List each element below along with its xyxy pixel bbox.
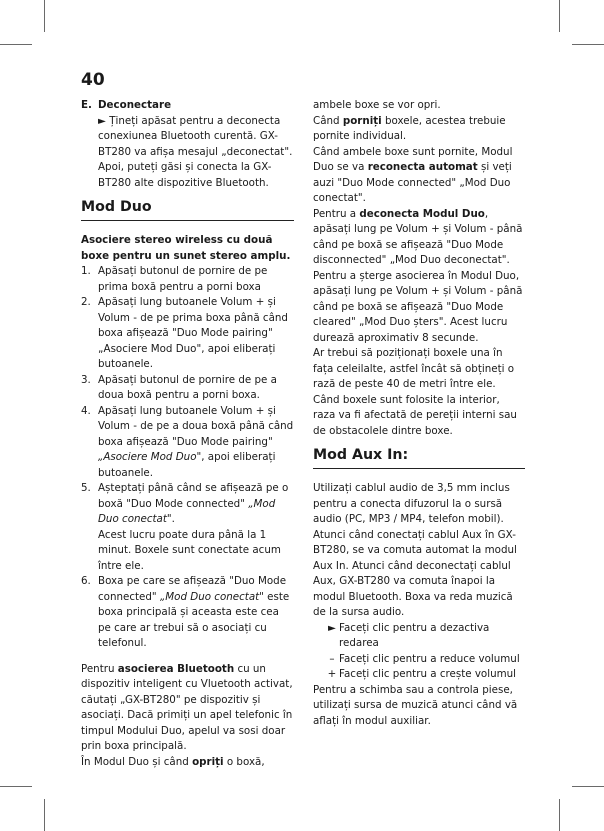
crop-mark	[0, 786, 32, 787]
paragraph: Pentru a deconecta Modul Duo, apăsați lung pe Volum + și Volum - până când pe boxă se afișează "Duo Mode disconnected" „Mod Duo deconectat".	[313, 207, 523, 266]
paragraph: Atunci când conectați cablul Aux în GX-BT280, se va comuta automat la modul Aux In. Atunci când deconectați cablul Aux, GX-BT280 va comuta înapoi la modul Bluetooth. Boxa va reda muzică de la sursa audio.	[313, 528, 517, 618]
heading-mod-duo: Mod Duo	[81, 197, 294, 221]
page-number: 40	[81, 70, 105, 90]
crop-mark	[0, 44, 32, 45]
control-item: ► Faceți clic pentru a dezactiva redarea	[313, 621, 525, 652]
list-item: 2. Apăsați lung butoanele Volum + și Volum - de pe prima boxa până când boxa afișează "Duo Mode pairing" „Asociere Mod Duo", apoi eliberați butoanele.	[81, 296, 288, 370]
list-item: 6. Boxa pe care se afișează "Duo Mode connected" „Mod Duo conectat" este boxa principală și aceasta este cea pe care ar trebui să o asociați cu telefonul.	[81, 575, 290, 649]
paragraph: Când ambele boxe sunt pornite, Modul Duo se va reconecta automat și veți auzi "Duo Mode connected" „Mod Duo conectat".	[313, 145, 513, 204]
section-e-title: E. Deconectare	[81, 99, 172, 111]
right-column	[313, 98, 525, 729]
play-arrow-icon: ►	[328, 621, 336, 634]
play-arrow-icon: ►	[98, 114, 106, 127]
paragraph: ambele boxe se vor opri.	[313, 99, 441, 111]
crop-mark	[559, 799, 560, 831]
paragraph: Ar trebui să poziționați boxele una în fața celeilalte, astfel încât să obțineți o rază de peste 40 de metri între ele. Când boxele sunt folosite la interior, raza va fi afectată de pereții interni sau de obstacolele dintre boxe.	[313, 347, 517, 437]
paragraph: Pentru asocierea Bluetooth cu un dispozitiv inteligent cu Vluetooth activat, căutați „GX-BT280" pe dispozitiv și asociați. Dacă primiți un apel telefonic în timpul Modului Duo, apelul va sosi doar prin boxa principală.	[81, 662, 293, 752]
subheading-stereo: Asociere stereo wireless cu două boxe pentru un sunet stereo amplu.	[81, 234, 291, 262]
list-item: 5. Așteptați până când se afișează pe o boxă "Duo Mode connected" „Mod Duo conectat". Acest lucru poate dura până la 1 minut. Boxele sunt conectate acum între ele.	[81, 482, 289, 572]
paragraph: Pentru a șterge asocierea în Modul Duo, apăsați lung pe Volum + și Volum - până când pe boxă se afișează "Duo Mode cleared" „Mod Duo șters". Acest lucru durează aproximativ 8 secunde.	[313, 269, 523, 344]
crop-mark	[44, 0, 45, 32]
crop-mark	[572, 786, 604, 787]
left-column	[81, 98, 294, 770]
crop-mark	[44, 799, 45, 831]
list-item: 1. Apăsați butonul de pornire de pe prima boxă pentru a porni boxa	[81, 265, 268, 293]
control-item: + Faceți clic pentru a crește volumul	[313, 667, 525, 683]
list-item: 3. Apăsați butonul de pornire de pe a doua boxă pentru a porni boxa.	[81, 373, 277, 401]
crop-mark	[559, 0, 560, 32]
section-e-body: ► Țineți apăsat pentru a deconecta conexiunea Bluetooth curentă. GX-BT280 va afișa mesajul „deconectat". Apoi, puteți găsi și conecta la GX-BT280 alte dispozitive Bluetooth.	[98, 114, 293, 189]
paragraph: Când porniți boxele, acestea trebuie pornite individual.	[313, 114, 506, 142]
paragraph: Utilizați cablul audio de 3,5 mm inclus pentru a conecta difuzorul la o sursă audio (PC, MP3 / MP4, telefon mobil).	[313, 482, 510, 525]
heading-mod-aux-in: Mod Aux In:	[313, 445, 525, 469]
list-item: 4. Apăsați lung butoanele Volum + și Volum - de pe a doua boxă până când boxa afișează "Duo Mode pairing" „Asociere Mod Duo", apoi eliberați butoanele.	[81, 404, 294, 479]
control-item: – Faceți clic pentru a reduce volumul	[313, 652, 525, 668]
paragraph: În Modul Duo și când opriți o boxă,	[81, 755, 265, 768]
crop-mark	[572, 44, 604, 45]
paragraph: Pentru a schimba sau a controla piese, utilizați sursa de muzică atunci când vă aflați în modul auxiliar.	[313, 683, 518, 727]
plus-icon: +	[327, 668, 337, 680]
minus-icon: –	[329, 652, 335, 665]
